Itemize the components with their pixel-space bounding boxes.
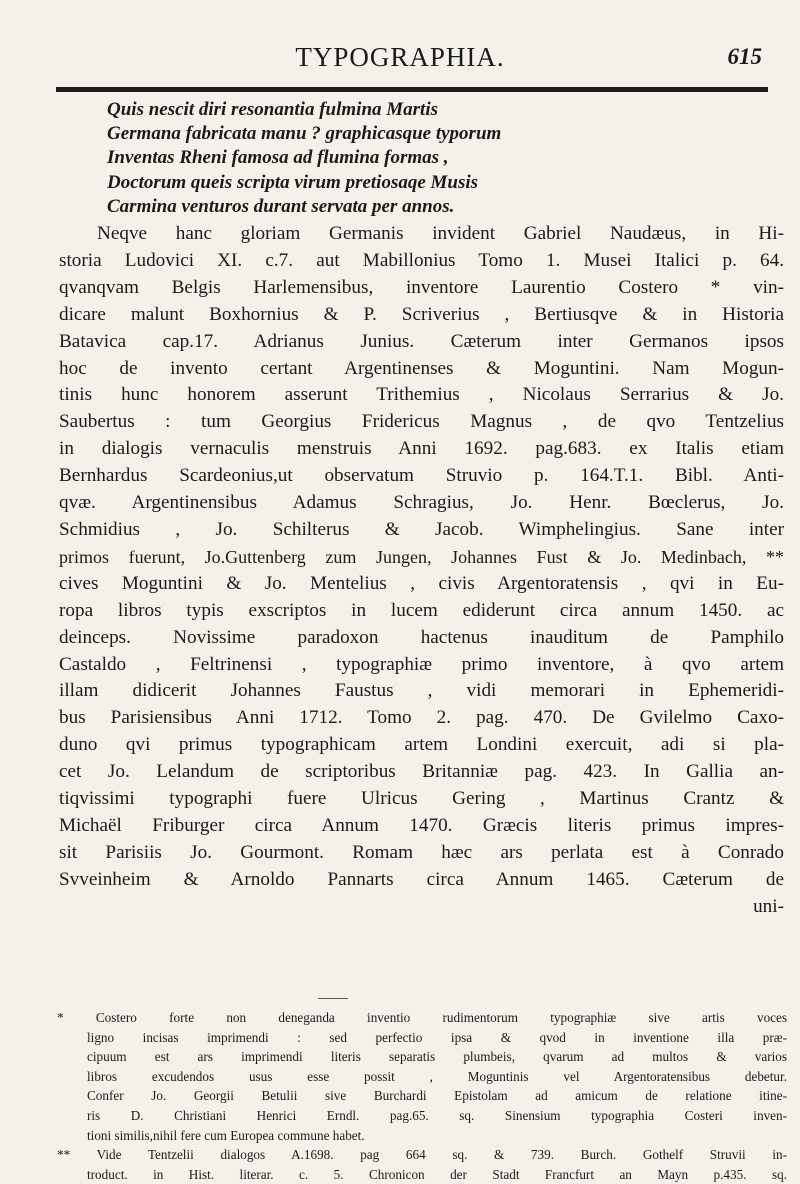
page-title: TYPOGRAPHIA. [295,42,505,72]
text-line: Saubertus : tum Georgius Fridericus Magnus , de qvo Tentzelius [59,411,784,433]
header-rule [56,87,768,92]
text-line: ropa libros typis exscriptos in lucem ediderunt circa annum 1450. ac [59,599,784,621]
text-line: deinceps. Novissime paradoxon hactenus inauditum de Pamphilo [59,626,784,648]
verse-quotation [107,98,787,219]
running-head [0,0,800,100]
text-line: qvanqvam Belgis Harlemensibus, inventore Laurentio Costero * vin- [59,276,784,298]
footnote-divider [318,998,348,999]
text-line: Bernhardus Scardeonius,ut observatum Struvio p. 164.T.1. Bibl. Anti- [59,465,784,487]
text-line: Schmidius , Jo. Schilterus & Jacob. Wimphelingius. Sane inter [59,518,784,540]
verse-line: Inventas Rheni famosa ad flumina formas , [107,147,449,169]
text-line: Neqve hanc gloriam Germanis invident Gabriel Naudæus, in Hi- [97,223,784,244]
text-line: Michaël Friburger circa Annum 1470. Græcis literis primus impres- [59,814,784,836]
text-line: duno qvi primus typographicam artem Londini exercuit, adi si pla- [59,734,784,756]
text-line: Batavica cap.17. Adrianus Junius. Cæterum inter Germanos ipsos [59,330,784,352]
footnotes [57,1008,787,1184]
text-line: tinis hunc honorem asserunt Trithemius , Nicolaus Serrarius & Jo. [59,384,784,406]
text-line: in dialogis vernaculis menstruis Anni 1692. pag.683. ex Italis etiam [59,438,784,460]
verse-line: Doctorum queis scripta virum pretiosaqe Musis [107,171,479,193]
catchword: uni- [753,895,784,917]
text-line: Castaldo , Feltrinensi , typographiæ primo inventore, à qvo artem [59,653,784,675]
text-line: dicare malunt Boxhornius & P. Scriverius , Bertiusqve & in Historia [59,303,784,325]
footnote-line: cipuum est ars imprimendi literis separatis plumbeis, qvarum ad multos & varios [87,1049,787,1065]
footnote-line: ** Vide Tentzelii dialogos A.1698. pag 664 sq. & 739. Burch. Gothelf Struvii in- [57,1147,787,1163]
verse-line: Germana fabricata manu ? graphicasque typorum [107,123,502,145]
footnote-line: * Costero forte non deneganda inventio rudimentorum typographiæ sive artis voces [57,1010,787,1025]
text-line: Svveinheim & Arnoldo Pannarts circa Annum 1465. Cæterum de [59,868,784,890]
text-line: illam didicerit Johannes Faustus , vidi memorari in Ephemeridi- [59,680,784,702]
text-line: cives Moguntini & Jo. Mentelius , civis Argentoratensis , qvi in Eu- [59,572,784,594]
text-line: storia Ludovici XI. c.7. aut Mabillonius Tomo 1. Musei Italici p. 64. [59,249,784,271]
text-line: bus Parisiensibus Anni 1712. Tomo 2. pag. 470. De Gvilelmo Caxo- [59,707,784,729]
footnote-line: Confer Jo. Georgii Betulii sive Burchardi Epistolam ad amicum de relatione itine- [87,1088,787,1104]
footnote-line: libros excudendos usus esse possit , Moguntinis vel Argentoratensibus debetur. [87,1068,787,1084]
main-text [59,221,784,921]
text-line: sit Parisiis Jo. Gourmont. Romam hæc ars perlata est à Conrado [59,841,784,863]
footnote-line: troduct. in Hist. literar. c. 5. Chronicon der Stadt Francfurt an Mayn p.435. sq. [87,1166,787,1182]
text-line: primos fuerunt, Jo.Guttenberg zum Jungen, Johannes Fust & Jo. Medinbach, ** [59,546,784,567]
text-line: tiqvissimi typographi fuere Ulricus Gering , Martinus Crantz & [59,788,784,810]
verse-line: Carmina venturos durant servata per annos. [107,195,455,217]
page-number: 615 [727,44,762,69]
verse-line: Quis nescit diri resonantia fulmina Martis [107,99,438,120]
footnote-line: ligno incisas imprimendi : sed perfectio ipsa & qvod in inventione illa præ- [87,1029,787,1045]
text-line: cet Jo. Lelandum de scriptoribus Britanniæ pag. 423. In Gallia an- [59,761,784,783]
text-line: hoc de invento certant Argentinenses & Moguntini. Nam Mogun- [59,357,784,379]
footnote-line: tioni similis,nihil fere cum Europea commune habet. [87,1127,365,1143]
footnote-line: ris D. Christiani Henrici Erndl. pag.65. sq. Sinensium typographia Costeri inven- [87,1107,787,1123]
text-line: qvæ. Argentinensibus Adamus Schragius, Jo. Henr. Bœclerus, Jo. [59,492,784,514]
